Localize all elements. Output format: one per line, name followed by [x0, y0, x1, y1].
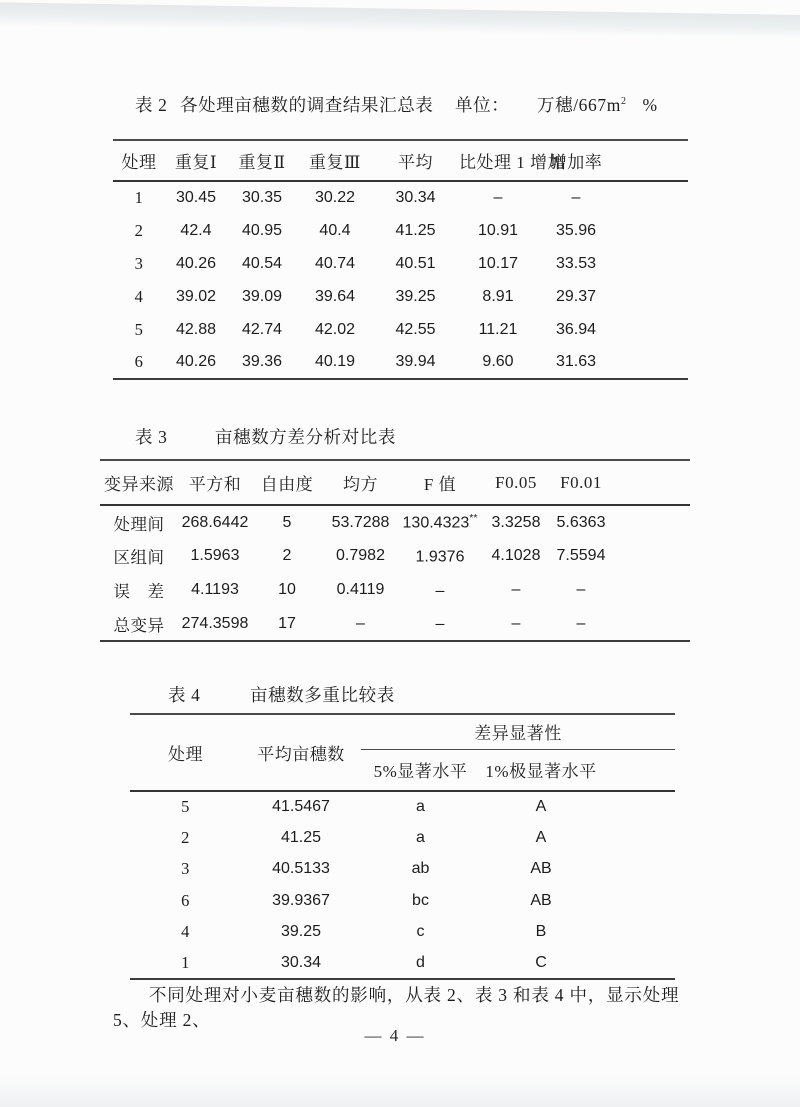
table3-header-df: 自由度 [260, 475, 314, 494]
cell-rep3: 40.19 [314, 353, 356, 370]
cell-ms: – [356, 614, 365, 632]
table-row [113, 181, 688, 214]
cell-treatment: 6 [134, 352, 144, 371]
table2-header-rep1: 重复Ⅰ [174, 153, 218, 172]
cell-treatment: 2 [181, 828, 190, 848]
cell-increase-rate: 33.53 [555, 254, 597, 272]
cell-rep2: 39.36 [241, 353, 283, 370]
page-number: — 4 — [364, 1026, 426, 1045]
table3-header-row [100, 460, 690, 505]
cell-rep1: 42.4 [180, 221, 212, 239]
cell-increase: 10.91 [477, 221, 519, 239]
unit-percent: % [642, 95, 658, 115]
table-row [113, 280, 688, 313]
cell-ss: 268.6442 [181, 513, 249, 531]
table4-body [130, 791, 675, 979]
cell-sig-5pct: ab [411, 860, 430, 878]
cell-treatment: 5 [134, 319, 144, 339]
table2-caption [0, 92, 800, 118]
cell-sig-5pct: a [416, 829, 425, 847]
cell-increase: 8.91 [482, 287, 514, 305]
cell-f005: – [511, 614, 521, 632]
table-row [100, 573, 690, 607]
cell-mean-spikes: 39.9367 [272, 891, 330, 909]
cell-rep2: 39.09 [241, 287, 283, 305]
cell-sig-1pct: A [535, 829, 547, 847]
table4-header-5pct: 5%显著水平 [373, 762, 468, 782]
table2-header-mean: 平均 [398, 153, 433, 172]
table-row [100, 607, 690, 641]
cell-source: 总变异 [113, 615, 165, 635]
cell-rep3: 39.64 [314, 287, 356, 305]
cell-mean: 40.51 [395, 254, 436, 272]
table2-unit-value [537, 92, 658, 117]
cell-rep2: 30.35 [241, 189, 283, 206]
table2-body [113, 181, 688, 379]
cell-sig-5pct: d [416, 954, 425, 972]
table-row [130, 822, 675, 853]
cell-sig-1pct: A [535, 798, 547, 816]
table-row [130, 854, 675, 885]
table3-anova [100, 459, 690, 642]
cell-treatment: 4 [181, 922, 190, 942]
cell-mean-spikes: 30.34 [280, 954, 322, 972]
cell-treatment: 4 [134, 286, 144, 306]
table2-header-treatment: 处理 [121, 153, 157, 172]
table3-caption [0, 424, 800, 450]
cell-df: 17 [278, 614, 296, 632]
table4-header-treatment: 处理 [168, 745, 203, 764]
cell-ss: 4.1193 [191, 581, 239, 598]
significance-asterisks: ** [469, 512, 478, 525]
table4-header-1pct: 1%极显著水平 [485, 762, 597, 782]
cell-ms: 0.7982 [336, 547, 385, 564]
cell-increase-rate: 29.37 [555, 287, 597, 305]
f-value: – [435, 615, 445, 633]
table2-summary-of-spike-counts [113, 139, 688, 380]
cell-f005: 3.3258 [491, 513, 541, 531]
cell-f005: 4.1028 [491, 547, 541, 564]
cell-treatment: 5 [181, 797, 190, 817]
cell-mean-spikes: 39.25 [280, 923, 322, 941]
table4-multiple-comparison [130, 713, 675, 980]
table3-tag: 表 3 [135, 427, 168, 447]
cell-rep1: 39.02 [175, 287, 217, 305]
cell-mean: 41.25 [395, 221, 436, 239]
table2-header-row [113, 140, 688, 181]
table2-title: 各处理亩穗数的调查结果汇总表 [180, 95, 434, 115]
cell-sig-5pct: c [416, 923, 425, 941]
table3-header-f: F 值 [423, 475, 457, 494]
cell-mean: 42.55 [395, 320, 436, 338]
cell-mean: 30.34 [395, 189, 436, 206]
table4-header-significance-group: 差异显著性 [361, 714, 675, 749]
cell-increase-rate: 35.96 [555, 221, 597, 239]
cell-increase: – [493, 189, 503, 206]
table-row [130, 948, 675, 979]
table-row [113, 247, 688, 280]
cell-f-value [399, 539, 481, 573]
scan-artifact-bottom [0, 1073, 800, 1107]
body-paragraph: 不同处理对小麦亩穗数的影响，从表 2、表 3 和表 4 中，显示处理 5、处理 2、 [113, 985, 680, 1031]
table3-header-ss: 平方和 [188, 475, 242, 494]
cell-sig-1pct: B [535, 923, 547, 941]
table-row [100, 505, 690, 539]
cell-df: 2 [282, 547, 292, 564]
cell-increase: 9.60 [482, 353, 514, 370]
table4-title: 亩穗数多重比较表 [250, 685, 395, 705]
cell-df: 10 [278, 581, 296, 598]
unit-superscript: 2 [620, 96, 627, 108]
cell-treatment: 6 [181, 890, 190, 910]
table2-header-rep3: 重复Ⅲ [309, 153, 361, 172]
cell-increase-rate: 36.94 [555, 320, 597, 338]
f-value: 130.4323 [402, 514, 470, 532]
unit-base: 万穗/667m [537, 95, 621, 115]
cell-treatment: 3 [181, 859, 190, 879]
cell-f-value [399, 573, 481, 607]
table4-tag: 表 4 [168, 685, 201, 705]
cell-mean-spikes: 41.25 [280, 829, 322, 847]
cell-source: 误 差 [113, 582, 165, 601]
table2-header-rep2: 重复Ⅱ [238, 153, 286, 172]
cell-f001: – [576, 581, 586, 598]
table4-header [130, 714, 675, 791]
cell-increase: 11.21 [478, 320, 518, 338]
cell-rep1: 30.45 [175, 189, 217, 206]
table2-header-increase-rate: 增加率 [549, 153, 603, 172]
cell-f001: 7.5594 [556, 547, 606, 564]
cell-sig-5pct: bc [412, 891, 429, 909]
cell-rep3: 42.02 [314, 320, 356, 338]
cell-ss: 274.3598 [181, 614, 249, 632]
cell-rep3: 40.74 [314, 254, 356, 272]
cell-mean-spikes: 41.5467 [272, 798, 330, 816]
table3-header-f005: F0.05 [495, 472, 537, 492]
cell-mean: 39.25 [395, 287, 436, 305]
cell-f005: – [511, 581, 521, 598]
cell-source: 区组间 [113, 548, 165, 567]
cell-increase-rate: – [571, 189, 581, 206]
table4-caption [0, 682, 800, 708]
cell-increase: 10.17 [477, 254, 519, 272]
cell-df: 5 [282, 513, 292, 531]
cell-source: 处理间 [113, 514, 165, 534]
cell-increase-rate: 31.63 [555, 353, 597, 370]
cell-sig-1pct: C [535, 954, 547, 972]
cell-mean-spikes: 40.5133 [272, 860, 330, 878]
cell-treatment: 1 [181, 953, 190, 973]
table3-header-f001: F0.01 [560, 472, 602, 492]
table-row [130, 917, 675, 948]
table3-header-ms: 均方 [343, 475, 378, 494]
cell-mean: 39.94 [395, 353, 436, 370]
cell-sig-5pct: a [416, 798, 425, 816]
table3-header-source: 变异来源 [104, 475, 174, 494]
cell-rep1: 42.88 [175, 320, 217, 338]
table4-header-mean: 平均亩穗数 [257, 745, 345, 764]
cell-sig-1pct: AB [530, 891, 552, 909]
table2-tag: 表 2 [135, 95, 168, 115]
table-row [113, 214, 688, 247]
scan-artifact-top [0, 2, 800, 40]
cell-rep2: 42.74 [241, 320, 283, 338]
cell-treatment: 1 [134, 188, 144, 207]
cell-f-value [399, 505, 481, 539]
table-row [130, 885, 675, 916]
cell-rep1: 40.26 [175, 353, 217, 370]
cell-rep3: 40.4 [319, 221, 351, 239]
cell-f-value [399, 607, 481, 641]
cell-f001: 5.6363 [556, 513, 606, 531]
cell-treatment: 2 [134, 220, 144, 240]
cell-rep2: 40.54 [241, 254, 283, 272]
cell-ms: 53.7288 [331, 513, 390, 531]
cell-ss: 1.5963 [190, 547, 240, 564]
f-value: – [435, 582, 445, 600]
table-row [113, 313, 688, 346]
table-row [130, 791, 675, 822]
cell-rep1: 40.26 [175, 254, 217, 272]
cell-sig-1pct: AB [530, 860, 552, 878]
cell-treatment: 3 [134, 253, 144, 273]
table3-title: 亩穗数方差分析对比表 [215, 427, 396, 447]
table2-unit-label: 单位： [455, 95, 510, 115]
cell-rep2: 40.95 [241, 221, 283, 239]
table-row [113, 346, 688, 379]
cell-f001: – [576, 614, 586, 632]
table3-body [100, 505, 690, 641]
f-value: 1.9376 [415, 548, 465, 566]
table2-header-increase-vs-1: 比处理 1 增加 [459, 153, 565, 172]
cell-ms: 0.4119 [336, 581, 385, 598]
table-row [100, 539, 690, 573]
cell-rep3: 30.22 [314, 189, 356, 206]
